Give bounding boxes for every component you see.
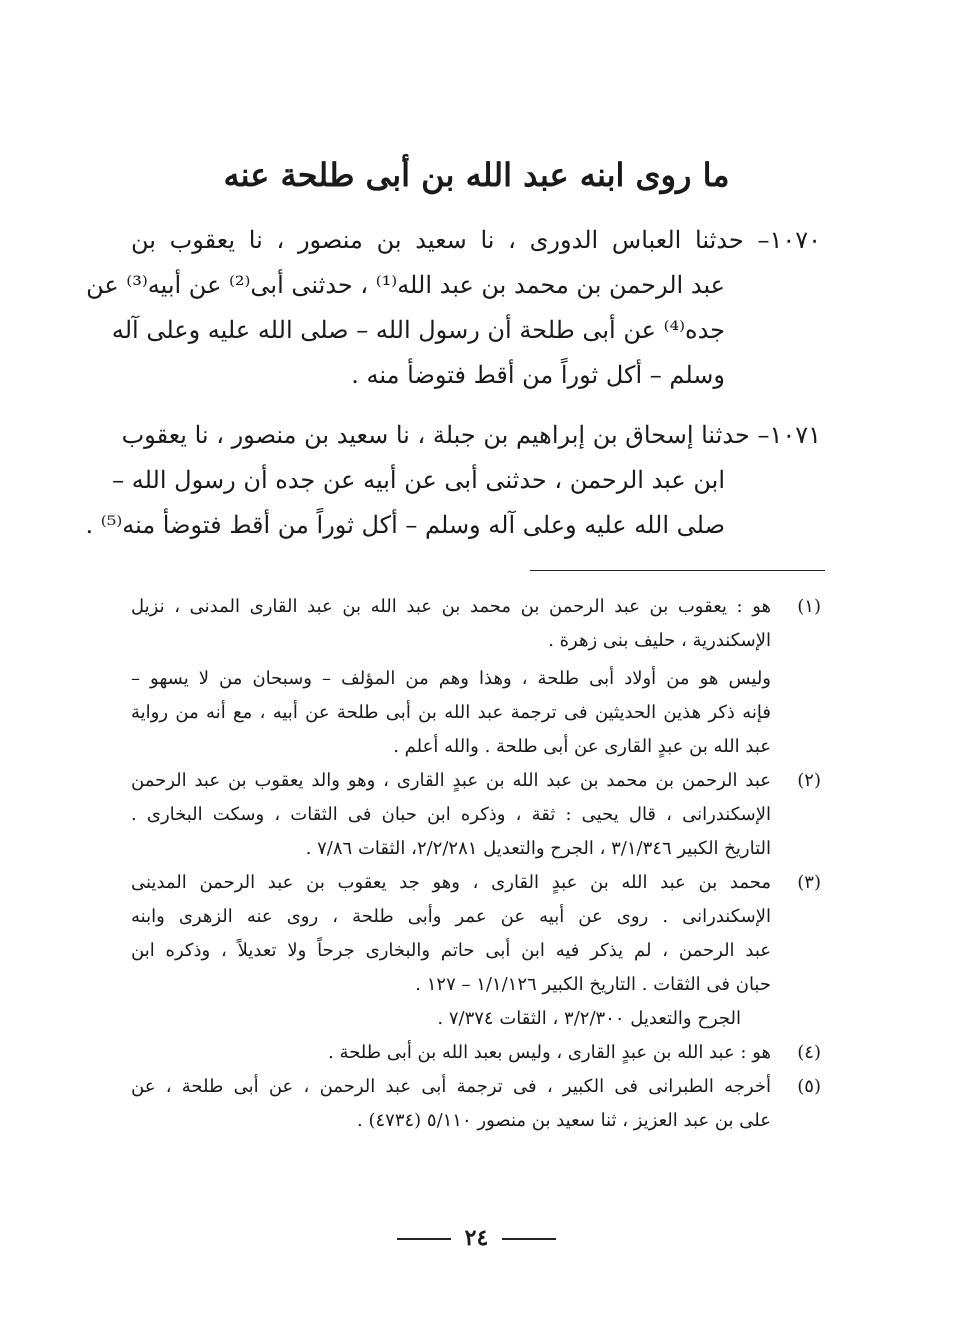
hadith-entry-1070 [86,218,821,398]
hadith-line: عبد الرحمن بن محمد بن عبد الله⁽¹⁾ ، حدثنى أبى⁽²⁾ عن أبيه⁽³⁾ عن [86,271,725,299]
footnote-separator [530,570,825,571]
section-title: ما روى ابنه عبد الله بن أبى طلحة عنه [223,156,730,194]
hadith-entry-1071 [85,413,821,548]
footnote-line [131,1070,821,1104]
dash-left [397,1238,451,1240]
footnote-text: أخرجه الطبرانى فى الكبير ، فى ترجمة أبى عبد الرحمن ، عن أبى طلحة ، عن [131,1076,771,1097]
footnote-line [131,866,821,900]
hadith-number: ١٠٧١– [757,421,821,449]
footnote-line: الإسكندرانى ، قال يحيى : ثقة ، وذكره ابن حبان فى الثقات ، وسكت البخارى . [131,804,771,825]
footnote-line: عبد الله بن عبدٍ القارى عن أبى طلحة . والله أعلم . [393,736,771,757]
footnote-line: الجرح والتعديل ٣/٢/٣٠٠ ، الثقات ٧/٣٧٤ . [437,1008,741,1029]
footnote-line: التاريخ الكبير ٣/١/٣٤٦ ، الجرح والتعديل ٢/٢/٢٨١، الثقات ٧/٨٦ . [305,838,771,859]
hadith-text: حدثنا إسحاق بن إبراهيم بن جبلة ، نا سعيد بن منصور ، نا يعقوب [121,421,750,449]
footnote-line: عبد الرحمن ، لم يذكر فيه ابن أبى حاتم والبخارى جرحاً ولا تعديلاً ، وذكره ابن [131,940,771,961]
page-number-text: ٢٤ [464,1225,489,1251]
footnote-line: الإسكندرية ، حليف بنى زهرة . [548,630,771,651]
footnote-text: عبد الرحمن بن محمد بن عبد الله بن عبدٍ القارى ، وهو والد يعقوب بن عبد الرحمن [131,770,771,791]
dash-right [502,1238,556,1240]
footnote-line: وليس هو من أولاد أبى طلحة ، وهذا وهم من المؤلف – وسبحان من لا يسهو – [131,668,771,689]
footnote-line: الإسكندرانى . روى عن أبيه عن عمر وأبى طلحة ، روى عنه الزهرى وابنه [131,906,771,927]
footnote-line [131,764,821,798]
footnote-line: فإنه ذكر هذين الحديثين فى ترجمة عبد الله بن أبى طلحة عن أبيه ، مع أنه من رواية [131,702,771,723]
footnote-line: حبان فى الثقات . التاريخ الكبير ١/١/١٢٦ – ١٢٧ . [415,974,771,995]
hadith-number: ١٠٧٠– [757,226,821,254]
hadith-text: حدثنا العباس الدورى ، نا سعيد بن منصور ، نا يعقوب بن [131,226,744,254]
footnote-text: هو : عبد الله بن عبدٍ القارى ، وليس بعبد الله بن أبى طلحة . [328,1042,771,1063]
hadith-line: جده⁽⁴⁾ عن أبى طلحة أن رسول الله – صلى الله عليه وعلى آله [111,316,725,344]
footnote-text: هو : يعقوب بن عبد الرحمن بن محمد بن عبد الله بن عبد القارى المدنى ، نزيل [131,596,771,617]
page-number [0,1225,953,1251]
hadith-line: وسلم – أكل ثوراً من أقط فتوضأ منه . [351,361,725,389]
footnote-line [131,1036,821,1070]
footnote-label: (٣) [797,872,821,893]
hadith-line: ابن عبد الرحمن ، حدثنى أبى عن أبيه عن جده أن رسول الله – [112,466,725,494]
hadith-line [131,218,821,263]
footnotes [131,590,821,1138]
footnote-label: (٥) [797,1076,821,1097]
footnote-label: (٢) [797,770,821,791]
hadith-line [121,413,821,458]
footnote-label: (٤) [797,1042,821,1063]
footnote-line: على بن عبد العزيز ، ثنا سعيد بن منصور ٥/١١٠ (٤٧٣٤) . [357,1110,771,1131]
footnote-line [131,590,821,624]
hadith-line: صلى الله عليه وعلى آله وسلم – أكل ثوراً من أقط فتوضأ منه⁽⁵⁾ . [85,511,725,539]
footnote-text: محمد بن عبد الله بن عبدٍ القارى ، وهو جد يعقوب بن عبد الرحمن المدينى [131,872,771,893]
footnote-label: (١) [797,596,821,617]
